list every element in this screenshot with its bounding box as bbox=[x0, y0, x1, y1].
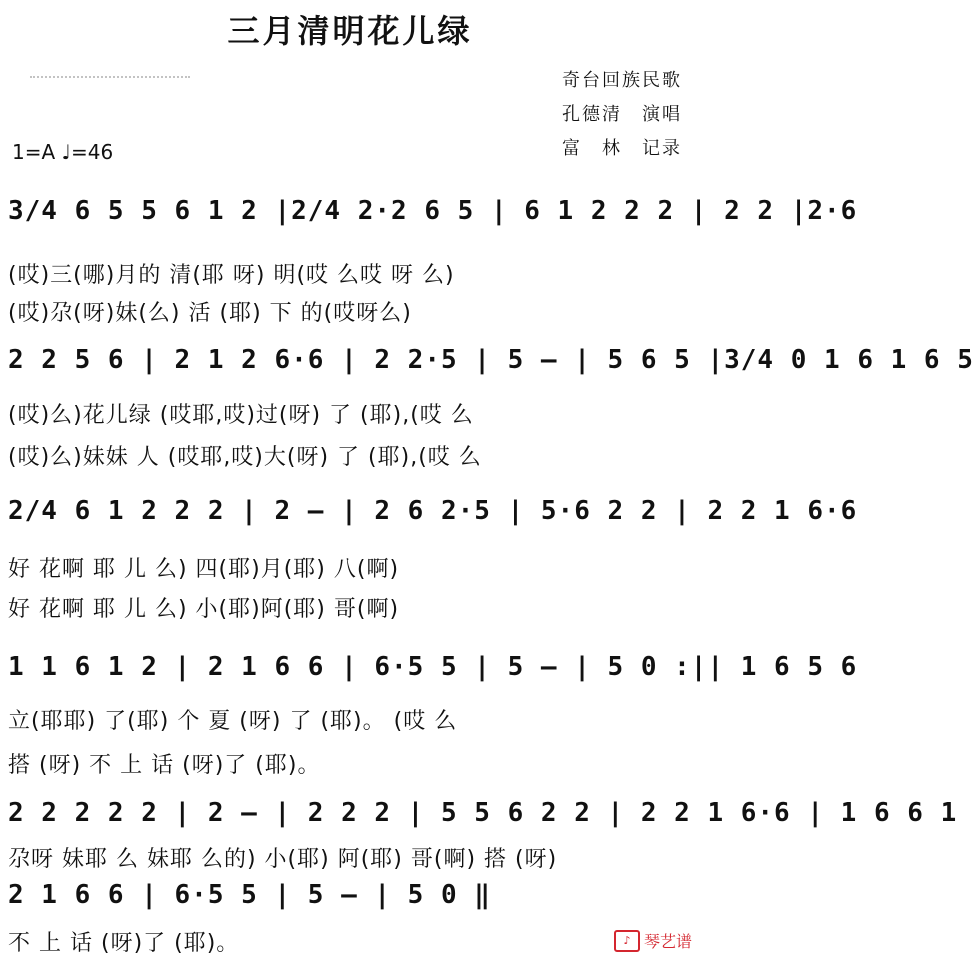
lyric-line-2-verse-1: (哎)么)花儿绿 (哎耶,哎)过(呀) 了 (耶),(哎 么 bbox=[8, 403, 474, 428]
notation-line-2: 2 2 5 6 | 2 1 2 6·6 | 2 2·5 | 5 — | 5 6 5 |3/4 0 1 6 1 6 5 bbox=[8, 345, 974, 375]
notation-line-6: 2 1 6 6 | 6·5 5 | 5 — | 5 0 ‖ bbox=[8, 880, 491, 910]
lyric-line-2-verse-2: (哎)么)妹妹 人 (哎耶,哎)大(呀) 了 (耶),(哎 么 bbox=[8, 445, 482, 470]
lyric-line-4-verse-1: 立(耶耶) 了(耶) 个 夏 (呀) 了 (耶)。 (哎 么 bbox=[8, 709, 458, 734]
credit-recorder: 富 林 记录 bbox=[562, 138, 682, 159]
lyric-line-1-verse-1: (哎)三(哪)月的 清(耶 呀) 明(哎 么哎 呀 么) bbox=[8, 263, 455, 288]
notation-line-5: 2 2 2 2 2 | 2 — | 2 2 2 | 5 5 6 2 2 | 2 2 1 6·6 | 1 6 6 1 bbox=[8, 798, 958, 828]
lyric-line-6: 不 上 话 (呀)了 (耶)。 bbox=[8, 931, 240, 956]
notation-line-3: 2/4 6 1 2 2 2 | 2 — | 2 6 2·5 | 5·6 2 2 | 2 2 1 6·6 bbox=[8, 496, 858, 526]
key-tempo: 1=A ♩=46 bbox=[12, 140, 114, 164]
site-watermark bbox=[614, 929, 692, 952]
lyric-line-1-verse-2: (哎)尕(呀)妹(么) 活 (耶) 下 的(哎呀么) bbox=[8, 301, 412, 326]
notation-line-1: 3/4 6 5 5 6 1 2 |2/4 2·2 6 5 | 6 1 2 2 2 | 2 2 |2·6 bbox=[8, 196, 858, 226]
credit-genre: 奇台回族民歌 bbox=[562, 70, 682, 91]
song-title: 三月清明花儿绿 bbox=[227, 12, 473, 50]
lyric-line-5: 尕呀 妹耶 么 妹耶 么的) 小(耶) 阿(耶) 哥(啊) 搭 (呀) bbox=[8, 847, 558, 872]
lyric-line-3-verse-2: 好 花啊 耶 儿 么) 小(耶)阿(耶) 哥(啊) bbox=[8, 597, 400, 622]
notation-line-4: 1 1 6 1 2 | 2 1 6 6 | 6·5 5 | 5 — | 5 0 :|| 1 6 5 6 bbox=[8, 652, 858, 682]
credit-singer: 孔德清 演唱 bbox=[562, 104, 682, 125]
music-note-logo-icon: ♪ bbox=[614, 930, 640, 952]
lyric-line-4-verse-2: 搭 (呀) 不 上 话 (呀)了 (耶)。 bbox=[8, 753, 321, 778]
scan-noise-divider bbox=[30, 62, 190, 78]
watermark-text: 琴艺谱 bbox=[643, 932, 692, 951]
lyric-line-3-verse-1: 好 花啊 耶 儿 么) 四(耶)月(耶) 八(啊) bbox=[8, 557, 400, 582]
